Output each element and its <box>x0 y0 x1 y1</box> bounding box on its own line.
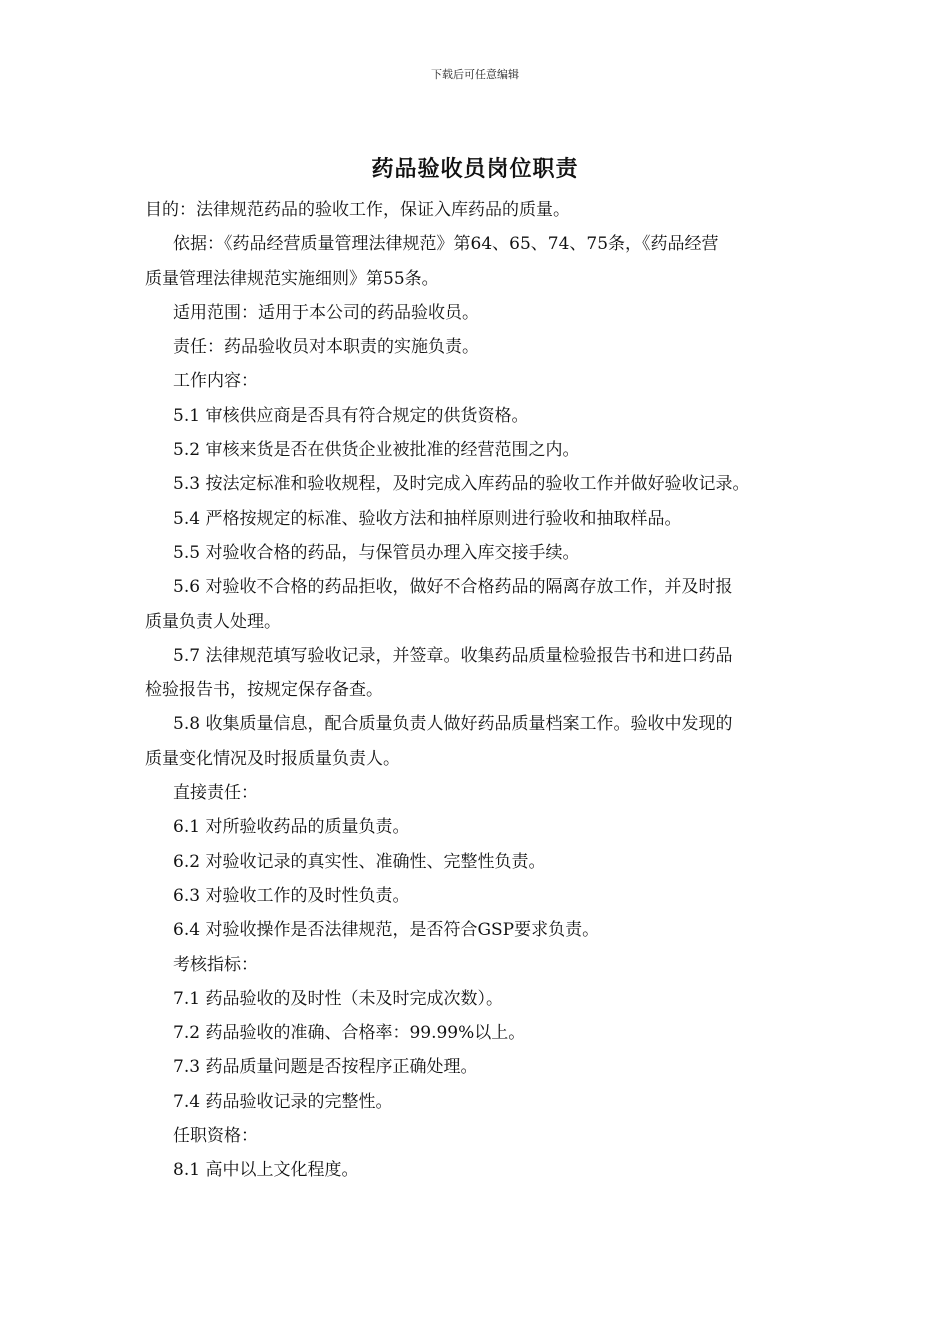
text-line: 5.7 法律规范填写验收记录，并签章。收集药品质量检验报告书和进口药品 <box>173 645 733 666</box>
text-line: 质量负责人处理。 <box>145 611 281 632</box>
header-note: 下载后可任意编辑 <box>431 68 519 81</box>
text-line: 适用范围：适用于本公司的药品验收员。 <box>173 302 479 323</box>
text-line: 目的：法律规范药品的验收工作，保证入库药品的质量。 <box>145 200 570 220</box>
text-line: 责任：药品验收员对本职责的实施负责。 <box>173 337 479 358</box>
text-line: 8.1 高中以上文化程度。 <box>173 1160 359 1181</box>
text-line: 直接责任： <box>173 783 258 804</box>
text-line: 7.2 药品验收的准确、合格率：99.99%以上。 <box>173 1023 526 1044</box>
text-line: 7.3 药品质量问题是否按程序正确处理。 <box>173 1057 478 1078</box>
text-line: 5.8 收集质量信息，配合质量负责人做好药品质量档案工作。验收中发现的 <box>173 714 733 735</box>
text-line: 6.2 对验收记录的真实性、准确性、完整性负责。 <box>173 851 546 872</box>
text-line: 检验报告书，按规定保存备查。 <box>145 680 383 701</box>
text-line: 质量管理法律规范实施细则》第55条。 <box>145 268 439 289</box>
text-line: 7.4 药品验收记录的完整性。 <box>173 1091 393 1112</box>
text-line: 6.4 对验收操作是否法律规范，是否符合GSP要求负责。 <box>173 920 600 941</box>
text-line: 5.6 对验收不合格的药品拒收，做好不合格药品的隔离存放工作，并及时报 <box>173 577 733 598</box>
text-line: 5.2 审核来货是否在供货企业被批准的经营范围之内。 <box>173 440 580 461</box>
text-line: 6.3 对验收工作的及时性负责。 <box>173 885 410 906</box>
text-line: 6.1 对所验收药品的质量负责。 <box>173 817 410 838</box>
text-line: 任职资格： <box>173 1126 258 1147</box>
document-body <box>145 193 815 1188</box>
text-line: 5.5 对验收合格的药品，与保管员办理入库交接手续。 <box>173 542 580 563</box>
text-line: 5.3 按法定标准和验收规程，及时完成入库药品的验收工作并做好验收记录。 <box>173 474 750 495</box>
text-line: 5.1 审核供应商是否具有符合规定的供货资格。 <box>173 405 529 426</box>
text-line: 工作内容： <box>173 371 258 392</box>
text-line: 考核指标： <box>173 954 258 975</box>
text-line: 7.1 药品验收的及时性（未及时完成次数）。 <box>173 988 503 1009</box>
text-line: 依据：《药品经营质量管理法律规范》第64、65、74、75条，《药品经营 <box>173 234 719 255</box>
document-title: 药品验收员岗位职责 <box>371 156 579 182</box>
text-line: 质量变化情况及时报质量负责人。 <box>145 748 400 769</box>
text-line: 5.4 严格按规定的标准、验收方法和抽样原则进行验收和抽取样品。 <box>173 508 682 529</box>
